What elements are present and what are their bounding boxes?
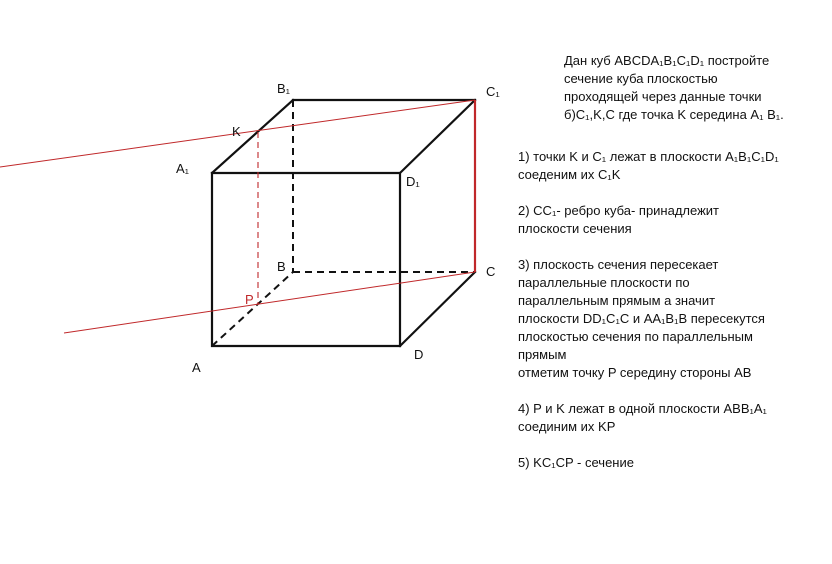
task-line: Дан куб ABCDA₁B₁C₁D₁ постройте	[564, 53, 770, 68]
step-line: 3) плоскость сечения пересекает	[518, 257, 719, 272]
step-line: 4) P и K лежат в одной плоскости ABB₁A₁	[518, 401, 767, 416]
step-line: плоскости DD₁C₁C и AA₁B₁B пересекутся	[518, 311, 765, 326]
vertex-label-d: D	[414, 347, 424, 362]
step-line: соединим их KP	[518, 419, 616, 434]
vertex-label-p: P	[245, 292, 254, 307]
step-line: параллельным прямым а значит	[518, 293, 716, 308]
step-line: отметим точку P середину стороны AB	[518, 365, 752, 380]
step-line: 5) KC₁CP - сечение	[518, 455, 634, 470]
step-line: прямым	[518, 347, 567, 362]
step-line: соеденим их C₁K	[518, 167, 621, 182]
task-line: сечение куба плоскостью	[564, 71, 718, 86]
vertex-label-k: K	[232, 124, 241, 139]
vertex-label-c: C	[486, 264, 496, 279]
vertex-label-c1: C₁	[486, 84, 500, 99]
vertex-label-a1: A₁	[176, 161, 190, 176]
step-line: параллельные плоскости по	[518, 275, 690, 290]
step-line: плоскости сечения	[518, 221, 632, 236]
vertex-label-a: A	[192, 360, 201, 375]
step-line: плоскостью сечения по параллельным	[518, 329, 753, 344]
task-line: проходящей через данные точки	[564, 89, 762, 104]
vertex-label-b1: B₁	[277, 81, 291, 96]
task-line: б)C₁,K,C где точка K середина A₁ B₁.	[564, 107, 784, 122]
vertex-label-d1: D₁	[406, 174, 420, 189]
step-line: 1) точки K и C₁ лежат в плоскости A₁B₁C₁D₁	[518, 149, 779, 164]
vertex-label-b: B	[277, 259, 286, 274]
step-line: 2) CC₁- ребро куба- принадлежит	[518, 203, 720, 218]
